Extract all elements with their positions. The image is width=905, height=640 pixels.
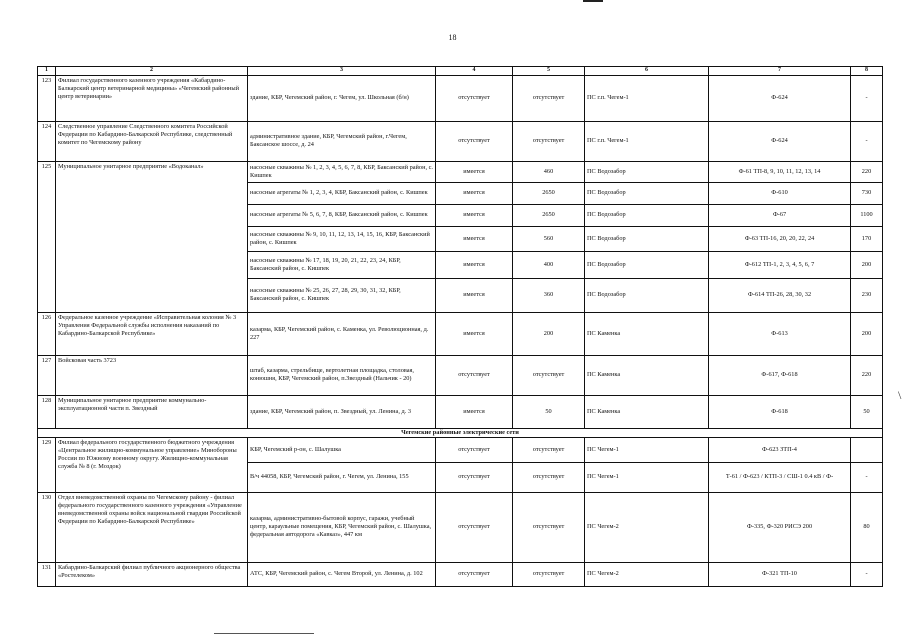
substation: ПС Водозабор — [585, 251, 709, 278]
substation: ПС Водозабор — [585, 161, 709, 182]
cell-col4: отсутствует — [436, 437, 513, 462]
power-value: 730 — [851, 182, 883, 204]
feeder: Ф-63 ТП-16, 20, 20, 22, 24 — [709, 226, 851, 251]
power-value: 50 — [851, 395, 883, 428]
object-address: административное здание, КБР, Чегемский район, г.Чегем, Баксанское шоссе, д. 24 — [248, 121, 436, 161]
table-row — [38, 492, 883, 562]
cell-col5: отсутствует — [513, 121, 585, 161]
feeder: Ф-612 ТП-1, 2, 3, 4, 5, 6, 7 — [709, 251, 851, 278]
section-row — [38, 428, 883, 437]
cell-col4: отсутствует — [436, 121, 513, 161]
object-address: насосные агрегаты № 1, 2, 3, 4, КБР, Баксанский район, с. Кишпек — [248, 182, 436, 204]
power-value: 200 — [851, 312, 883, 355]
substation: ПС Водозабор — [585, 182, 709, 204]
cell-col5: отсутствует — [513, 462, 585, 492]
cell-col5: 400 — [513, 251, 585, 278]
feeder: Ф-614 ТП-26, 28, 30, 32 — [709, 278, 851, 312]
cell-col5: отсутствует — [513, 562, 585, 586]
substation: ПС Водозабор — [585, 204, 709, 226]
cell-col5: отсутствует — [513, 75, 585, 121]
header-cell: 3 — [248, 67, 436, 76]
organization-name: Следственное управление Следственного комитета Российской Федерации по Кабардино-Балкарской Республике, следственный комитет по Чегемскому району — [56, 121, 248, 161]
power-value: - — [851, 562, 883, 586]
substation: ПС Каменка — [585, 355, 709, 395]
row-number: 125 — [38, 161, 56, 312]
cell-col4: имеется — [436, 251, 513, 278]
header-cell: 8 — [851, 67, 883, 76]
table-row — [38, 395, 883, 428]
organization-name: Филиал государственного казенного учреждения «Кабардино-Балкарский центр ветеринарной медицины» «Чегемский районный центр ветеринарии» — [56, 75, 248, 121]
power-value: 1100 — [851, 204, 883, 226]
feeder: Ф-613 — [709, 312, 851, 355]
feeder: Ф-61 ТП-8, 9, 10, 11, 12, 13, 14 — [709, 161, 851, 182]
organization-name: Муниципальное унитарное предприятие коммунально-эксплуатационной части п. Звездный — [56, 395, 248, 428]
header-cell: 2 — [56, 67, 248, 76]
table-row — [38, 121, 883, 161]
cell-col5: отсутствует — [513, 355, 585, 395]
cell-col4: отсутствует — [436, 355, 513, 395]
power-value: - — [851, 121, 883, 161]
substation: ПС г.п. Чегем-1 — [585, 75, 709, 121]
header-cell: 6 — [585, 67, 709, 76]
row-number: 126 — [38, 312, 56, 355]
cell-col5: 2650 — [513, 182, 585, 204]
table-row — [38, 562, 883, 586]
header-cell: 7 — [709, 67, 851, 76]
power-value — [851, 437, 883, 462]
header-cell: 4 — [436, 67, 513, 76]
header-cell: 1 — [38, 67, 56, 76]
object-address: В/ч 44058, КБР, Чегемский район, г. Чегем, ул. Ленина, 155 — [248, 462, 436, 492]
cell-col5: 360 — [513, 278, 585, 312]
object-address: насосные агрегаты № 5, 6, 7, 8, КБР, Баксанский район, с. Кишпек — [248, 204, 436, 226]
substation: ПС Каменка — [585, 395, 709, 428]
feeder: Ф-335, Ф-320 РИСЭ 200 — [709, 492, 851, 562]
table-row — [38, 312, 883, 355]
organization-name: Муниципальное унитарное предприятие «Водоканал» — [56, 161, 248, 312]
substation: ПС Водозабор — [585, 226, 709, 251]
feeder: Ф-617, Ф-618 — [709, 355, 851, 395]
substation: ПС Каменка — [585, 312, 709, 355]
organization-name: Отдел вневедомственной охраны по Чегемскому району - филиал федерального государственного казенного учреждения «Управление вневедомственной охраны войск национальной гвардии Российской Федерации по Кабардино-Балкарской Республике» — [56, 492, 248, 562]
substation: ПС Чегем-2 — [585, 492, 709, 562]
table-row — [38, 437, 883, 462]
footnote-line — [214, 633, 314, 634]
substation: ПС Чегем-2 — [585, 562, 709, 586]
organization-name: Филиал федерального государственного бюджетного учреждения «Центральное жилищно-коммунальное управление» Минобороны России по Южному военному округу. Жилищно-коммунальная служба № 8 (г. Моздок) — [56, 437, 248, 492]
feeder: Ф-624 — [709, 121, 851, 161]
object-address: КБР, Чегемский р-он, с. Шалушка — [248, 437, 436, 462]
cell-col4: отсутствует — [436, 562, 513, 586]
cell-col5: 200 — [513, 312, 585, 355]
table-row — [38, 161, 883, 182]
row-number: 123 — [38, 75, 56, 121]
power-value: - — [851, 75, 883, 121]
object-address: здание, КБР, Чегемский район, г. Чегем, ул. Школьная (б/н) — [248, 75, 436, 121]
cell-col4: имеется — [436, 182, 513, 204]
power-value: 80 — [851, 492, 883, 562]
row-number: 128 — [38, 395, 56, 428]
feeder: Ф-623 ЗТП-4 — [709, 437, 851, 462]
header-cell: 5 — [513, 67, 585, 76]
object-address: насосные скважины № 25, 26, 27, 28, 29, 30, 31, 32, КБР, Баксанский район, с. Кишпек — [248, 278, 436, 312]
row-number: 131 — [38, 562, 56, 586]
cell-col4: имеется — [436, 161, 513, 182]
power-value: 220 — [851, 161, 883, 182]
substation: ПС Чегем-1 — [585, 462, 709, 492]
cell-col4: имеется — [436, 312, 513, 355]
object-address: насосные скважины № 1, 2, 3, 4, 5, 6, 7, 8, КБР, Баксанский район, с. Кишпек — [248, 161, 436, 182]
cell-col4: отсутствует — [436, 75, 513, 121]
substation: ПС Водозабор — [585, 278, 709, 312]
feeder: Ф-67 — [709, 204, 851, 226]
cell-col4: отсутствует — [436, 462, 513, 492]
cell-col5: отсутствует — [513, 492, 585, 562]
organization-name: Войсковая часть 3723 — [56, 355, 248, 395]
feeder: Ф-610 — [709, 182, 851, 204]
header-row — [38, 67, 883, 76]
table-row — [38, 75, 883, 121]
cell-col5: 460 — [513, 161, 585, 182]
feeder: Ф-624 — [709, 75, 851, 121]
object-address: штаб, казарма, стрельбище, вертолетная площадка, столовая, конюшня, КБР, Чегемский район, п.Звездный (Нальчик - 20) — [248, 355, 436, 395]
cell-col5: 50 — [513, 395, 585, 428]
section-title: Чегемские районные электрические сети — [38, 428, 883, 437]
row-number: 129 — [38, 437, 56, 492]
object-address: насосные скважины № 9, 10, 11, 12, 13, 14, 15, 16, КБР, Баксанский район, с. Кишпек — [248, 226, 436, 251]
substation: ПС Чегем-1 — [585, 437, 709, 462]
feeder: Т-61 / Ф-623 / КТП-3 / СШ-1 0.4 кВ / Ф- — [709, 462, 851, 492]
row-number: 127 — [38, 355, 56, 395]
feeder: Ф-618 — [709, 395, 851, 428]
margin-mark: \ — [898, 388, 902, 402]
scan-mark — [583, 0, 603, 2]
feeder: Ф-321 ТП-10 — [709, 562, 851, 586]
cell-col4: имеется — [436, 395, 513, 428]
object-address: здание, КБР, Чегемский район, п. Звездный, ул. Ленина, д. 3 — [248, 395, 436, 428]
table-row — [38, 355, 883, 395]
cell-col4: имеется — [436, 204, 513, 226]
object-address: казарма, КБР, Чегемский район, с. Каменка, ул. Революционная, д. 227 — [248, 312, 436, 355]
power-value: 230 — [851, 278, 883, 312]
cell-col4: отсутствует — [436, 492, 513, 562]
object-address: насосные скважины № 17, 18, 19, 20, 21, 22, 23, 24, КБР, Баксанский район, с. Кишпек — [248, 251, 436, 278]
page-number: 18 — [448, 33, 457, 42]
object-address: АТС, КБР, Чегемский район, с. Чегем Второй, ул. Ленина, д. 102 — [248, 562, 436, 586]
organization-name: Кабардино-Балкарский филиал публичного акционерного общества «Ростелеком» — [56, 562, 248, 586]
power-value: 200 — [851, 251, 883, 278]
cell-col4: имеется — [436, 226, 513, 251]
cell-col4: имеется — [436, 278, 513, 312]
row-number: 124 — [38, 121, 56, 161]
organization-name: Федеральное казенное учреждение «Исправительная колония № 3 Управления Федеральной службы исполнения наказаний по Кабардино-Балкарской Республике» — [56, 312, 248, 355]
power-value: 170 — [851, 226, 883, 251]
power-value: - — [851, 462, 883, 492]
object-address: казарма, административно-бытовой корпус, гаражи, учебный центр, караульные помещения, КБР, Чегемский район, с. Шалушка, федеральная автодорога «Кавказ», 447 км — [248, 492, 436, 562]
power-value: 220 — [851, 355, 883, 395]
cell-col5: отсутствует — [513, 437, 585, 462]
substation: ПС г.п. Чегем-1 — [585, 121, 709, 161]
row-number: 130 — [38, 492, 56, 562]
cell-col5: 2650 — [513, 204, 585, 226]
cell-col5: 560 — [513, 226, 585, 251]
objects-table — [37, 66, 883, 587]
